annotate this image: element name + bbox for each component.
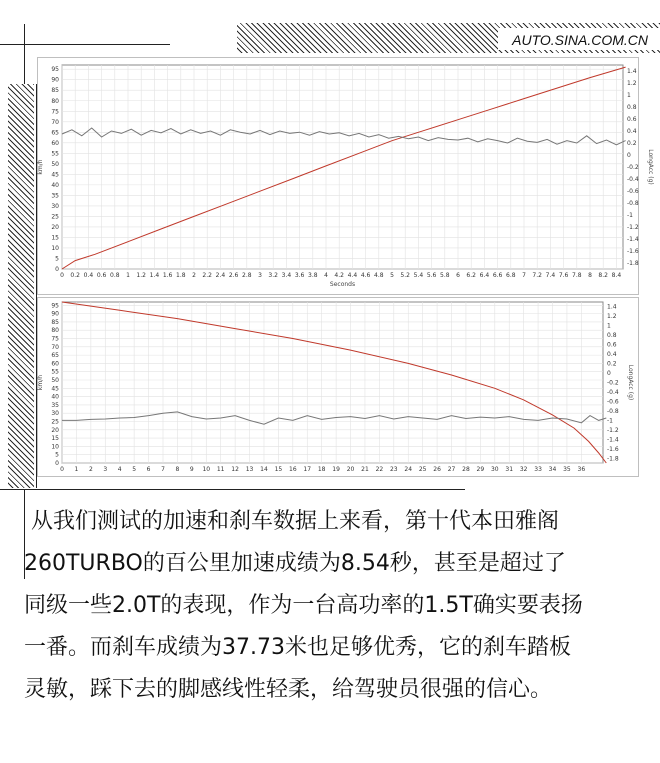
x-tick-label: 0.6 bbox=[96, 272, 107, 279]
x-tick-label: 25 bbox=[418, 466, 427, 473]
y2-tick-label: 0.8 bbox=[627, 104, 637, 111]
y2-tick-label: 1 bbox=[627, 92, 631, 99]
y2-tick-label: -0.8 bbox=[627, 200, 639, 207]
x-tick-label: 5.4 bbox=[413, 272, 424, 279]
y2-tick-label: -0.6 bbox=[607, 398, 619, 406]
x-tick-label: 1.6 bbox=[162, 272, 173, 279]
x-tick-label: 3.6 bbox=[294, 272, 305, 279]
y-tick-label: 50 bbox=[51, 377, 59, 385]
braking-chart bbox=[38, 298, 638, 476]
x-tick-label: 1 bbox=[126, 272, 130, 279]
y2-tick-label: 0.2 bbox=[607, 360, 617, 368]
y2-axis-label: LongAcc (g) bbox=[627, 364, 634, 401]
y2-tick-label: -0.4 bbox=[627, 176, 639, 183]
y-tick-label: 45 bbox=[51, 171, 59, 179]
y2-tick-label: -0.2 bbox=[607, 379, 619, 387]
y2-tick-label: -0.6 bbox=[627, 188, 639, 195]
y2-tick-label: -1 bbox=[607, 417, 613, 425]
y2-tick-label: 0.4 bbox=[627, 128, 637, 135]
x-tick-label: 4 bbox=[324, 272, 328, 279]
x-tick-label: 5.6 bbox=[426, 272, 437, 279]
y-tick-label: 30 bbox=[51, 202, 59, 210]
y-tick-label: 15 bbox=[51, 234, 59, 242]
y-tick-label: 15 bbox=[51, 435, 59, 443]
x-tick-label: 7.6 bbox=[558, 272, 569, 279]
x-tick-label: 6.4 bbox=[479, 272, 490, 279]
y-tick-label: 5 bbox=[55, 255, 59, 263]
x-tick-label: 24 bbox=[404, 466, 413, 473]
x-tick-label: 4.6 bbox=[360, 272, 371, 279]
x-tick-label: 23 bbox=[389, 466, 398, 473]
y-tick-label: 35 bbox=[51, 192, 59, 200]
x-tick-label: 2 bbox=[88, 466, 93, 473]
summary-paragraph: 从我们测试的加速和刹车数据上来看，第十代本田雅阁 260TURBO的百公里加速成绩为8.54秒，甚至是超过了 同级一些2.0T的表现，作为一台高功率的1.5T确实要表扬 一番。而刹车成绩为37.73米也足够优秀，它的刹车踏板 灵敏，踩下去的脚感线性轻柔，给驾驶员很强的信心。 bbox=[24, 509, 583, 702]
x-tick-label: 2.2 bbox=[202, 272, 212, 279]
plot-area bbox=[62, 302, 603, 463]
y-tick-label: 70 bbox=[51, 343, 59, 351]
x-axis-label: Seconds bbox=[329, 281, 356, 288]
x-tick-label: 15 bbox=[274, 466, 283, 473]
y-tick-label: 65 bbox=[51, 129, 59, 137]
x-tick-label: 30 bbox=[490, 466, 499, 473]
y-tick-label: 90 bbox=[51, 76, 59, 84]
x-tick-label: 27 bbox=[447, 466, 456, 473]
x-tick-label: 3.4 bbox=[281, 272, 292, 279]
x-tick-label: 17 bbox=[303, 466, 312, 473]
x-tick-label: 7.8 bbox=[572, 272, 582, 279]
x-tick-label: 1.2 bbox=[136, 272, 146, 279]
x-tick-label: 10 bbox=[202, 466, 211, 473]
y2-tick-label: -0.8 bbox=[607, 407, 619, 415]
x-tick-label: 6.2 bbox=[466, 272, 476, 279]
x-tick-label: 7 bbox=[522, 272, 526, 279]
y-tick-label: 85 bbox=[51, 318, 59, 326]
y-tick-label: 90 bbox=[51, 310, 59, 318]
x-tick-label: 14 bbox=[260, 466, 268, 473]
x-tick-label: 8 bbox=[588, 272, 592, 279]
y-tick-label: 20 bbox=[51, 223, 59, 231]
y-tick-label: 55 bbox=[51, 150, 59, 158]
x-tick-label: 5.2 bbox=[400, 272, 410, 279]
acceleration-chart-panel bbox=[37, 57, 654, 295]
x-tick-label: 2.8 bbox=[242, 272, 252, 279]
x-tick-label: 1.4 bbox=[149, 272, 160, 279]
y2-tick-label: -1.8 bbox=[627, 260, 639, 267]
x-tick-label: 11 bbox=[216, 466, 225, 473]
x-tick-label: 5.8 bbox=[440, 272, 450, 279]
y-tick-label: 50 bbox=[51, 160, 59, 168]
y2-tick-label: -1.6 bbox=[627, 248, 639, 255]
y-tick-label: 5 bbox=[55, 451, 59, 459]
y-tick-label: 45 bbox=[51, 385, 59, 393]
x-tick-label: 32 bbox=[519, 466, 528, 473]
x-tick-label: 35 bbox=[563, 466, 571, 473]
y2-tick-label: 0 bbox=[607, 370, 611, 378]
x-tick-label: 5 bbox=[390, 272, 394, 279]
y-tick-label: 40 bbox=[51, 181, 59, 189]
x-tick-label: 33 bbox=[534, 466, 542, 473]
x-tick-label: 20 bbox=[346, 466, 355, 473]
y-tick-label: 35 bbox=[51, 401, 59, 409]
crop-mark-top-vertical bbox=[24, 24, 25, 84]
x-tick-label: 7 bbox=[161, 466, 165, 473]
y2-tick-label: 1.4 bbox=[627, 68, 637, 75]
y2-tick-label: 0.2 bbox=[627, 140, 637, 147]
x-tick-label: 8.2 bbox=[598, 272, 608, 279]
y-axis-label: km/h bbox=[37, 374, 44, 391]
y2-tick-label: 1 bbox=[607, 322, 611, 330]
x-tick-label: 16 bbox=[289, 466, 297, 473]
x-tick-label: 31 bbox=[505, 466, 514, 473]
x-tick-label: 3 bbox=[258, 272, 262, 279]
y-tick-label: 40 bbox=[51, 393, 59, 401]
y-tick-label: 60 bbox=[51, 360, 59, 368]
x-tick-label: 3.2 bbox=[268, 272, 278, 279]
y2-tick-label: 1.2 bbox=[607, 313, 617, 321]
x-tick-label: 4 bbox=[117, 466, 122, 473]
acceleration-chart bbox=[37, 58, 654, 294]
y2-tick-label: 0.8 bbox=[607, 332, 617, 340]
y2-tick-label: -1.4 bbox=[607, 436, 619, 444]
x-tick-label: 7.4 bbox=[545, 272, 556, 279]
crop-mark-bottom-horizontal bbox=[0, 489, 465, 490]
y-tick-label: 70 bbox=[51, 118, 59, 126]
x-tick-label: 13 bbox=[245, 466, 254, 473]
x-tick-label: 0.2 bbox=[70, 272, 80, 279]
x-tick-label: 0.8 bbox=[110, 272, 120, 279]
x-tick-label: 36 bbox=[577, 466, 586, 473]
y2-tick-label: -1 bbox=[627, 212, 633, 219]
y-tick-label: 25 bbox=[51, 418, 59, 426]
y2-tick-label: -1.8 bbox=[607, 455, 619, 463]
x-tick-label: 4.8 bbox=[374, 272, 384, 279]
y2-tick-label: -1.2 bbox=[607, 426, 619, 434]
x-tick-label: 19 bbox=[332, 466, 340, 473]
y-tick-label: 80 bbox=[51, 97, 59, 105]
y2-tick-label: 1.2 bbox=[627, 80, 637, 87]
y-tick-label: 95 bbox=[51, 302, 59, 310]
x-tick-label: 2.4 bbox=[215, 272, 226, 279]
y-tick-label: 75 bbox=[51, 335, 59, 343]
y2-tick-label: -1.6 bbox=[607, 445, 619, 453]
x-tick-label: 2 bbox=[192, 272, 196, 279]
x-tick-label: 3.8 bbox=[308, 272, 318, 279]
y2-tick-label: 0.6 bbox=[627, 116, 637, 123]
y2-tick-label: -1.2 bbox=[627, 224, 639, 231]
x-tick-label: 6 bbox=[146, 466, 151, 473]
braking-chart-panel bbox=[37, 297, 639, 477]
y-tick-label: 85 bbox=[51, 87, 59, 95]
x-tick-label: 6 bbox=[456, 272, 460, 279]
y-tick-label: 55 bbox=[51, 368, 59, 376]
x-tick-label: 12 bbox=[231, 466, 239, 473]
y-tick-label: 0 bbox=[55, 266, 59, 273]
y2-tick-label: -1.4 bbox=[627, 236, 639, 243]
x-tick-label: 29 bbox=[476, 466, 485, 473]
x-tick-label: 0 bbox=[60, 272, 64, 279]
x-tick-label: 21 bbox=[361, 466, 369, 473]
x-tick-label: 0.4 bbox=[83, 272, 94, 279]
y-tick-label: 80 bbox=[51, 327, 59, 335]
y2-tick-label: 0.6 bbox=[607, 341, 617, 349]
x-tick-label: 0 bbox=[60, 466, 64, 473]
y2-tick-label: -0.4 bbox=[607, 388, 619, 396]
x-tick-label: 2.6 bbox=[228, 272, 239, 279]
x-tick-label: 3 bbox=[103, 466, 108, 473]
y-tick-label: 20 bbox=[51, 426, 59, 434]
x-tick-label: 9 bbox=[189, 466, 194, 473]
watermark-text: AUTO.SINA.COM.CN bbox=[512, 32, 648, 48]
y2-tick-label: 1.4 bbox=[607, 303, 617, 311]
y-tick-label: 65 bbox=[51, 352, 59, 360]
x-tick-label: 8 bbox=[175, 466, 180, 473]
y-tick-label: 10 bbox=[51, 443, 59, 451]
y-tick-label: 0 bbox=[55, 460, 59, 467]
x-tick-label: 4.4 bbox=[347, 272, 358, 279]
x-tick-label: 28 bbox=[462, 466, 470, 473]
y-axis-label: km/h bbox=[37, 159, 44, 175]
y2-tick-label: 0.4 bbox=[607, 351, 617, 359]
x-tick-label: 1.8 bbox=[176, 272, 186, 279]
x-tick-label: 6.6 bbox=[492, 272, 503, 279]
plot-area bbox=[62, 65, 623, 269]
y-tick-label: 95 bbox=[51, 66, 59, 74]
hatch-band-left bbox=[8, 84, 34, 488]
x-tick-label: 4.2 bbox=[334, 272, 344, 279]
x-tick-label: 18 bbox=[317, 466, 326, 473]
x-tick-label: 7.2 bbox=[532, 272, 542, 279]
y2-tick-label: -0.2 bbox=[627, 164, 639, 171]
x-tick-label: 26 bbox=[433, 466, 441, 473]
y-tick-label: 25 bbox=[51, 213, 59, 221]
y-tick-label: 75 bbox=[51, 108, 59, 116]
x-tick-label: 34 bbox=[548, 466, 557, 473]
x-tick-label: 5 bbox=[132, 466, 137, 473]
x-tick-label: 22 bbox=[375, 466, 384, 473]
x-tick-label: 1 bbox=[74, 466, 79, 473]
x-tick-label: 8.4 bbox=[611, 272, 622, 279]
y2-tick-label: 0 bbox=[627, 152, 631, 159]
crop-mark-top-horizontal bbox=[0, 44, 170, 45]
x-tick-label: 6.8 bbox=[506, 272, 516, 279]
y-tick-label: 10 bbox=[51, 244, 59, 252]
y2-axis-label: LongAcc (g) bbox=[647, 149, 654, 185]
y-tick-label: 30 bbox=[51, 410, 59, 418]
y-tick-label: 60 bbox=[51, 139, 59, 147]
